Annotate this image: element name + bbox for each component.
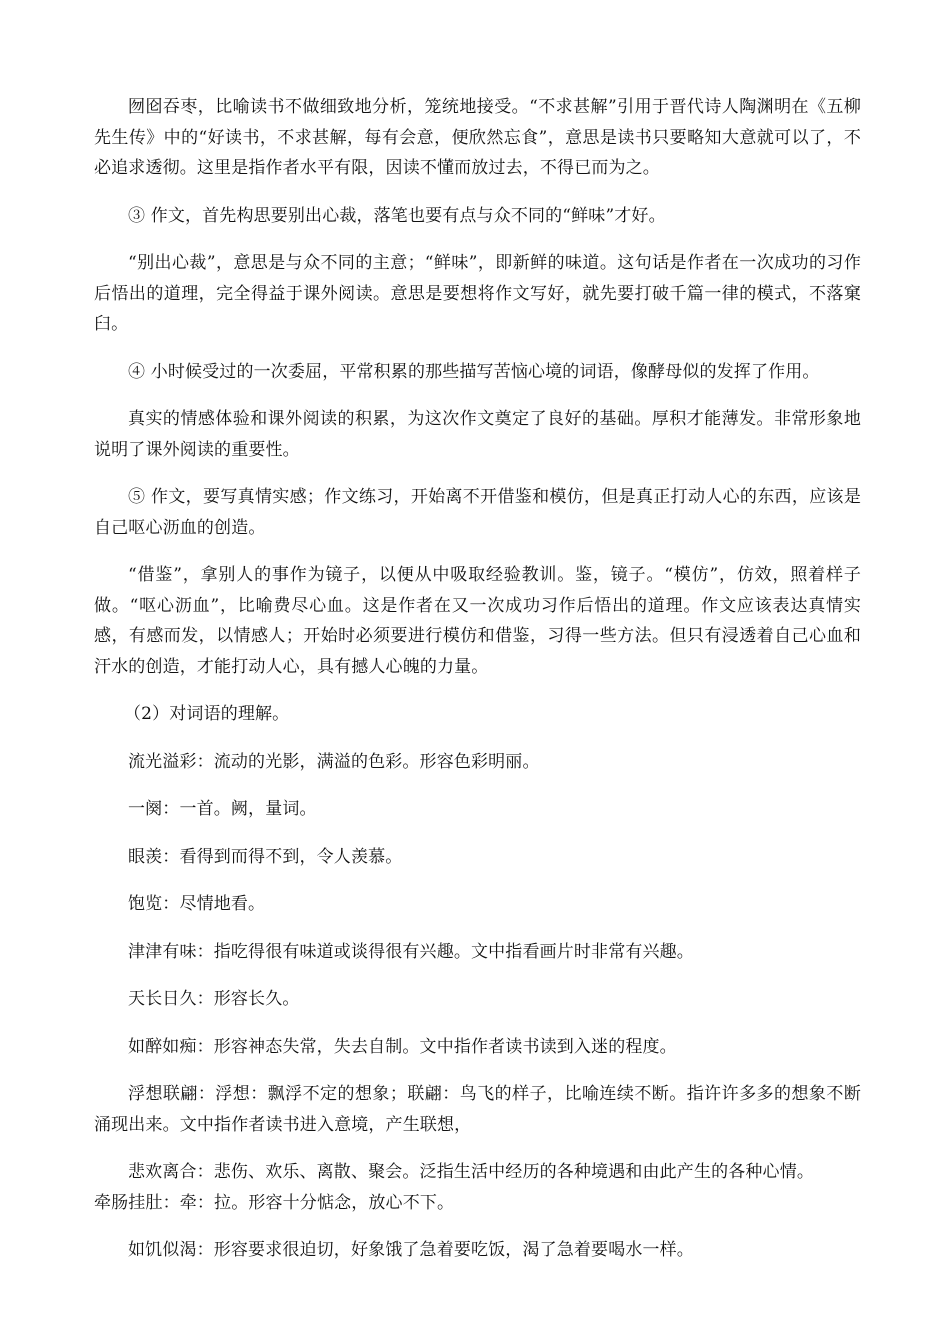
vocab-jinjin-youwei: 津津有味：指吃得很有味道或谈得很有兴趣。文中指看画片时非常有兴趣。 — [128, 941, 694, 962]
paragraph-point-4: ④ 小时候受过的一次委屈，平常积累的那些描写苦恼心境的词语，像酵母似的发挥了作用。 — [128, 361, 820, 382]
vocab-liuguang-yicai: 流光溢彩：流动的光影，满溢的色彩。形容色彩明丽。 — [128, 751, 540, 772]
vocab-tianchang-rijiu: 天长日久：形容长久。 — [128, 989, 300, 1009]
vocab-baolan: 饱览：尽情地看。 — [128, 894, 266, 914]
section-heading-word-understanding: （2）对词语的理解。 — [124, 704, 290, 724]
paragraph-point-3: ③ 作文，首先构思要别出心裁，落笔也要有点与众不同的“鲜味”才好。 — [128, 205, 666, 226]
vocab-yanxian: 眼羡：看得到而得不到，令人羡慕。 — [128, 846, 403, 867]
paragraph-biechu-xincai: “别出心裁”，意思是与众不同的主意；“鲜味”，即新鲜的味道。这句话是作者在一次成功的习作后悟出的道理，完全得益于课外阅读。意思是要想将作文写好，就先要打破千篇一律的模式，不落窠臼。 — [94, 253, 861, 334]
paragraph-hulun-tunzao: 囫囵吞枣，比喻读书不做细致地分析，笼统地接受。“不求甚解”引用于晋代诗人陶渊明在《五柳先生传》中的“好读书，不求甚解，每有会意，便欣然忘食”，意思是读书只要略知大意就可以了，不必追求透彻。这里是指作者水平有限，因读不懂而放过去，不得已而为之。 — [94, 97, 861, 178]
paragraph-jiejian-mofang: “借鉴”，拿别人的事作为镜子，以便从中吸取经验教训。鉴，镜子。“模仿”，仿效，照着样子做。“呕心沥血”，比喻费尽心血。这是作者在又一次成功习作后悟出的道理。作文应该表达真情实感，有感而发，以情感人；开始时必须要进行模仿和借鉴，习得一些方法。但只有浸透着自己心血和汗水的创造，才能打动人心，具有撼人心魄的力量。 — [94, 565, 861, 677]
vocab-yique: 一阕：一首。阙，量词。 — [128, 799, 317, 819]
document-body — [94, 92, 861, 1283]
vocab-fuxiang-lianpian: 浮想联翩：浮想：飘浮不定的想象；联翩：鸟飞的样子，比喻连续不断。指许许多多的想象不断涌现出来。文中指作者读书进入意境，产生联想， — [94, 1084, 861, 1135]
vocab-ruzui-ruchi: 如醉如痴：形容神态失常，失去自制。文中指作者读书读到入迷的程度。 — [128, 1036, 677, 1057]
vocab-qianchang-guadu: 牵肠挂肚：牵：拉。形容十分惦念，放心不下。 — [94, 1192, 455, 1213]
paragraph-point-5: ⑤ 作文，要写真情实感；作文练习，开始离不开借鉴和模仿，但是真正打动人心的东西，应该是自己呕心沥血的创造。 — [94, 487, 861, 538]
paragraph-emotion-reading: 真实的情感体验和课外阅读的积累，为这次作文奠定了良好的基础。厚积才能薄发。非常形象地说明了课外阅读的重要性。 — [94, 409, 861, 460]
vocab-ruji-sike: 如饥似渴：形容要求很迫切，好象饿了急着要吃饭，渴了急着要喝水一样。 — [128, 1240, 694, 1260]
vocab-beihuan-lihe: 悲欢离合：悲伤、欢乐、离散、聚会。泛指生活中经历的各种境遇和由此产生的各种心情。 — [128, 1162, 814, 1182]
